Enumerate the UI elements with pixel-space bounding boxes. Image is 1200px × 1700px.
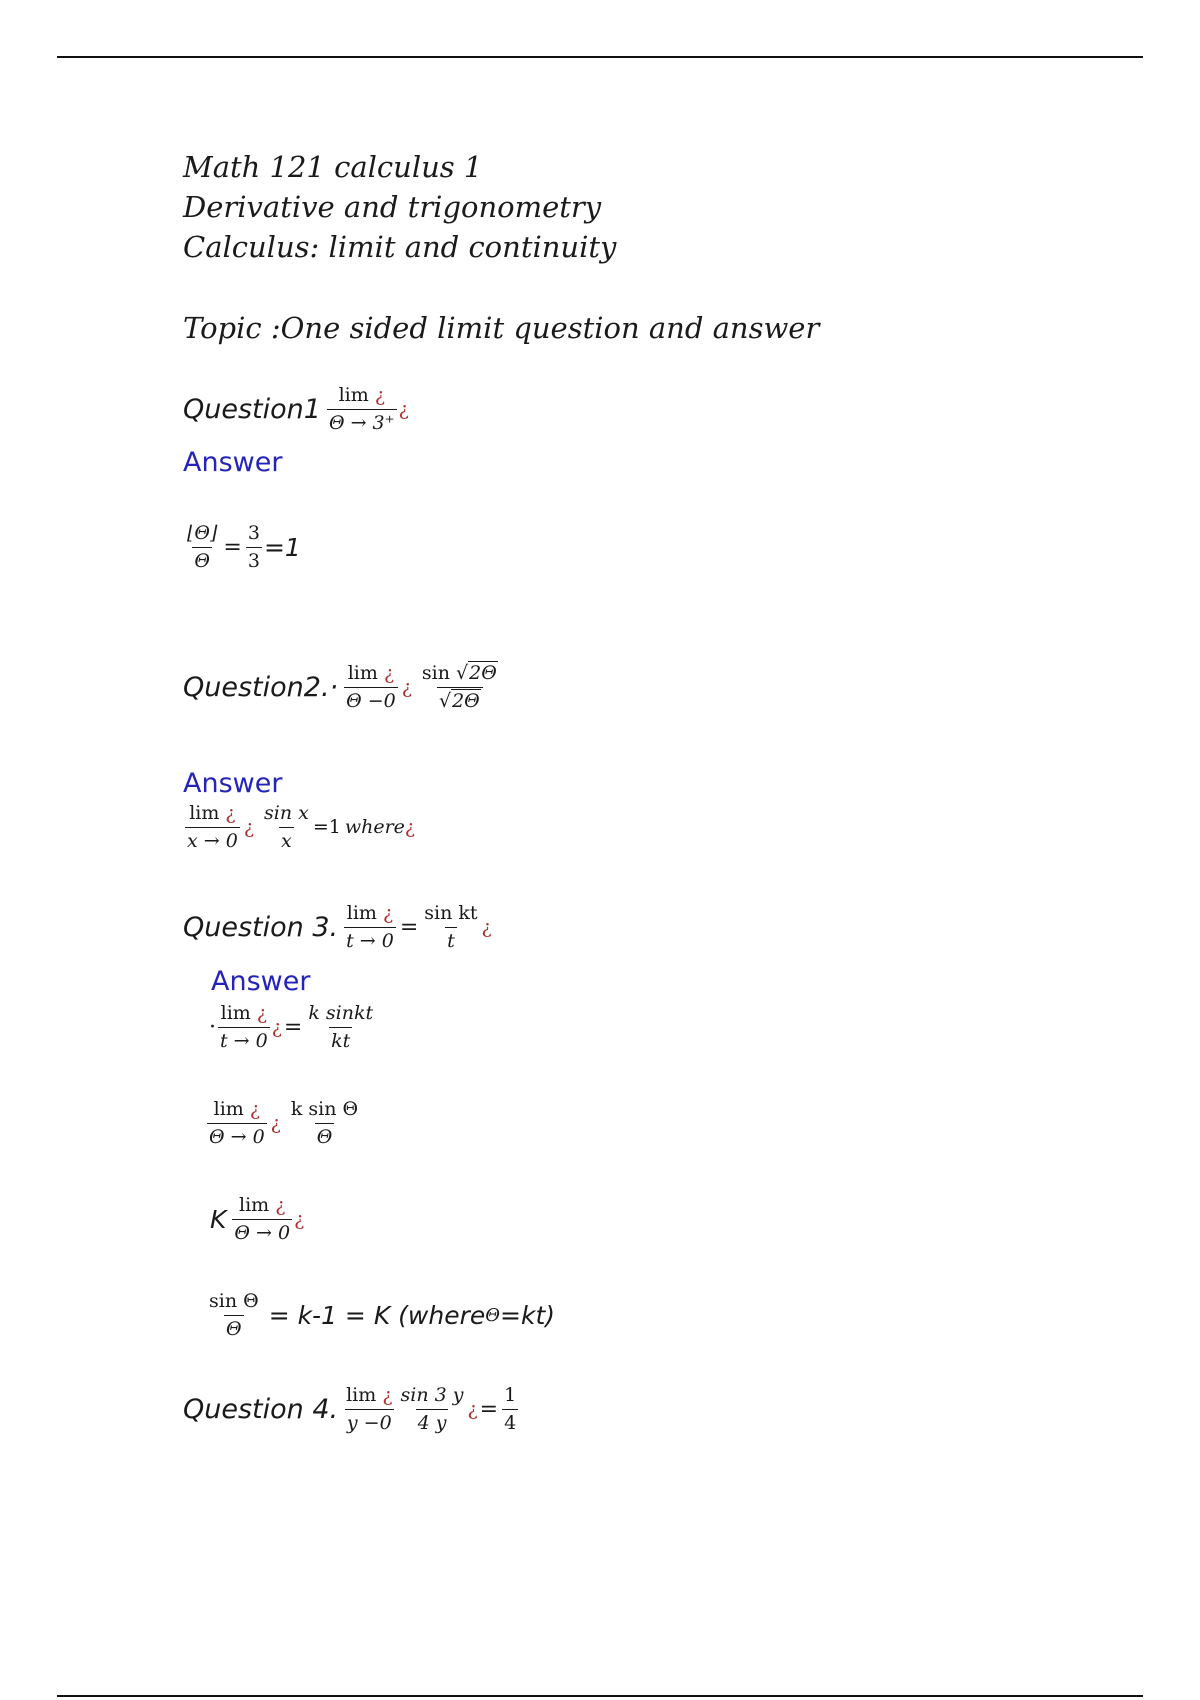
course-subtitle: Derivative and trigonometry	[183, 190, 602, 224]
denominator: Θ	[224, 1315, 244, 1340]
mark-glyph: ¿	[271, 1016, 282, 1039]
numerator: ⌊Θ⌋	[187, 522, 218, 544]
radicand: 2Θ	[452, 689, 480, 712]
lim-text: lim	[338, 384, 369, 406]
mark-glyph: ¿	[467, 1398, 478, 1421]
numerator: sin kt	[424, 902, 478, 924]
answer-3-step-1	[209, 1003, 377, 1052]
mark-glyph: ¿	[398, 398, 409, 421]
denominator: Θ	[315, 1123, 335, 1148]
numerator: 1	[504, 1384, 517, 1406]
mark-glyph: ¿	[382, 1384, 393, 1406]
q2-limit	[344, 663, 398, 712]
answer-2-label: Answer	[183, 768, 283, 799]
lim-text: lim	[346, 1384, 377, 1406]
lim-text: lim	[346, 902, 377, 924]
s1-fraction	[306, 1003, 375, 1052]
denominator: Θ	[192, 547, 212, 572]
value-fraction	[246, 523, 262, 572]
where-text: where	[344, 816, 405, 839]
equals-one: =1	[312, 816, 341, 839]
result-text-end: =kt)	[500, 1300, 556, 1330]
topic-heading: Topic :One sided limit question and answer	[183, 311, 820, 345]
lim-text: lim	[213, 1098, 244, 1120]
s3-limit	[232, 1195, 292, 1244]
course-title: Math 121 calculus 1	[183, 150, 483, 184]
mark-glyph: ¿	[401, 676, 412, 699]
lim-text: lim	[239, 1194, 270, 1216]
mark-glyph: ¿	[374, 384, 385, 406]
theta-symbol: Θ	[485, 1304, 501, 1326]
k-constant: K	[210, 1204, 227, 1234]
result-text: = k-1 = K (where	[268, 1300, 486, 1330]
answer-1-body	[183, 523, 301, 572]
denominator: 3	[246, 547, 262, 572]
mark-glyph: ¿	[481, 916, 492, 939]
numerator: k sinkt	[308, 1002, 374, 1024]
limit-subscript: Θ → 3⁺	[327, 409, 397, 434]
mark-glyph: ¿	[225, 802, 236, 824]
denominator: x	[279, 827, 294, 852]
radicand: 2Θ	[469, 662, 497, 684]
course-subject: Calculus: limit and continuity	[183, 230, 617, 264]
limit-subscript: y −0	[345, 1409, 394, 1434]
answer-2-body	[183, 803, 415, 852]
floor-fraction	[185, 523, 219, 572]
a2-limit	[185, 803, 240, 852]
question-3-label: Question 3.	[183, 911, 339, 943]
result-text: =1	[263, 532, 301, 562]
q3-sin-fraction	[422, 903, 479, 952]
sin-sqrt-text: sin √	[421, 662, 469, 684]
denominator: 4	[502, 1409, 518, 1434]
lim-text: lim	[189, 802, 220, 824]
s2-fraction	[289, 1099, 360, 1148]
question-2	[183, 663, 502, 712]
equals-sign: =	[479, 1396, 499, 1422]
numerator: sin 3 y	[400, 1384, 464, 1406]
s2-limit	[207, 1099, 267, 1148]
limit-subscript: Θ → 0	[232, 1219, 292, 1244]
q1-limit	[327, 385, 397, 434]
lim-text: lim	[347, 662, 378, 684]
bottom-rule	[57, 1695, 1143, 1697]
question-1	[183, 385, 409, 434]
question-4-label: Question 4.	[183, 1393, 339, 1425]
q4-limit	[344, 1385, 394, 1434]
lim-text: lim	[220, 1002, 251, 1024]
q2-sin-fraction	[420, 663, 500, 712]
question-1-label: Question1	[183, 393, 321, 425]
equals-sign: =	[223, 534, 242, 560]
answer-3-step-2	[205, 1099, 362, 1148]
mark-glyph: ¿	[404, 816, 416, 839]
top-rule	[57, 56, 1143, 58]
q4-result-fraction	[502, 1385, 518, 1434]
limit-subscript: t → 0	[218, 1027, 270, 1052]
mark-glyph: ¿	[275, 1194, 286, 1216]
a2-sin-fraction	[262, 803, 311, 852]
mark-glyph: ¿	[294, 1208, 305, 1231]
equals-sign: =	[399, 914, 419, 940]
mark-glyph: ¿	[382, 902, 394, 924]
sqrt-sign: √	[438, 689, 452, 712]
answer-3-label: Answer	[211, 966, 311, 997]
limit-subscript: x → 0	[185, 827, 240, 852]
s4-fraction	[207, 1291, 261, 1340]
denominator: 4 y	[416, 1409, 449, 1434]
limit-subscript: t → 0	[344, 927, 396, 952]
answer-1-label: Answer	[183, 447, 283, 478]
question-4	[183, 1385, 520, 1434]
numerator: 3	[247, 522, 260, 544]
s1-limit	[218, 1003, 270, 1052]
numerator: k sin Θ	[290, 1098, 359, 1120]
mark-glyph: ¿	[243, 816, 254, 839]
limit-subscript: Θ −0	[344, 687, 398, 712]
question-3	[183, 903, 492, 952]
denominator: t	[445, 927, 457, 952]
numerator: sin x	[264, 802, 309, 824]
equals-sign: =	[283, 1014, 303, 1040]
question-2-label: Question2.·	[183, 671, 339, 703]
mark-glyph: ¿	[383, 662, 395, 684]
mark-glyph: ¿	[249, 1098, 261, 1120]
dot: ·	[209, 1014, 216, 1040]
limit-subscript: Θ → 0	[207, 1123, 267, 1148]
answer-3-step-4	[205, 1291, 555, 1340]
numerator: sin Θ	[209, 1290, 259, 1312]
q3-limit	[344, 903, 396, 952]
mark-glyph: ¿	[270, 1112, 281, 1135]
denominator: kt	[329, 1027, 352, 1052]
mark-glyph: ¿	[256, 1002, 268, 1024]
q4-sin-fraction	[399, 1385, 466, 1434]
answer-3-step-3	[210, 1195, 304, 1244]
